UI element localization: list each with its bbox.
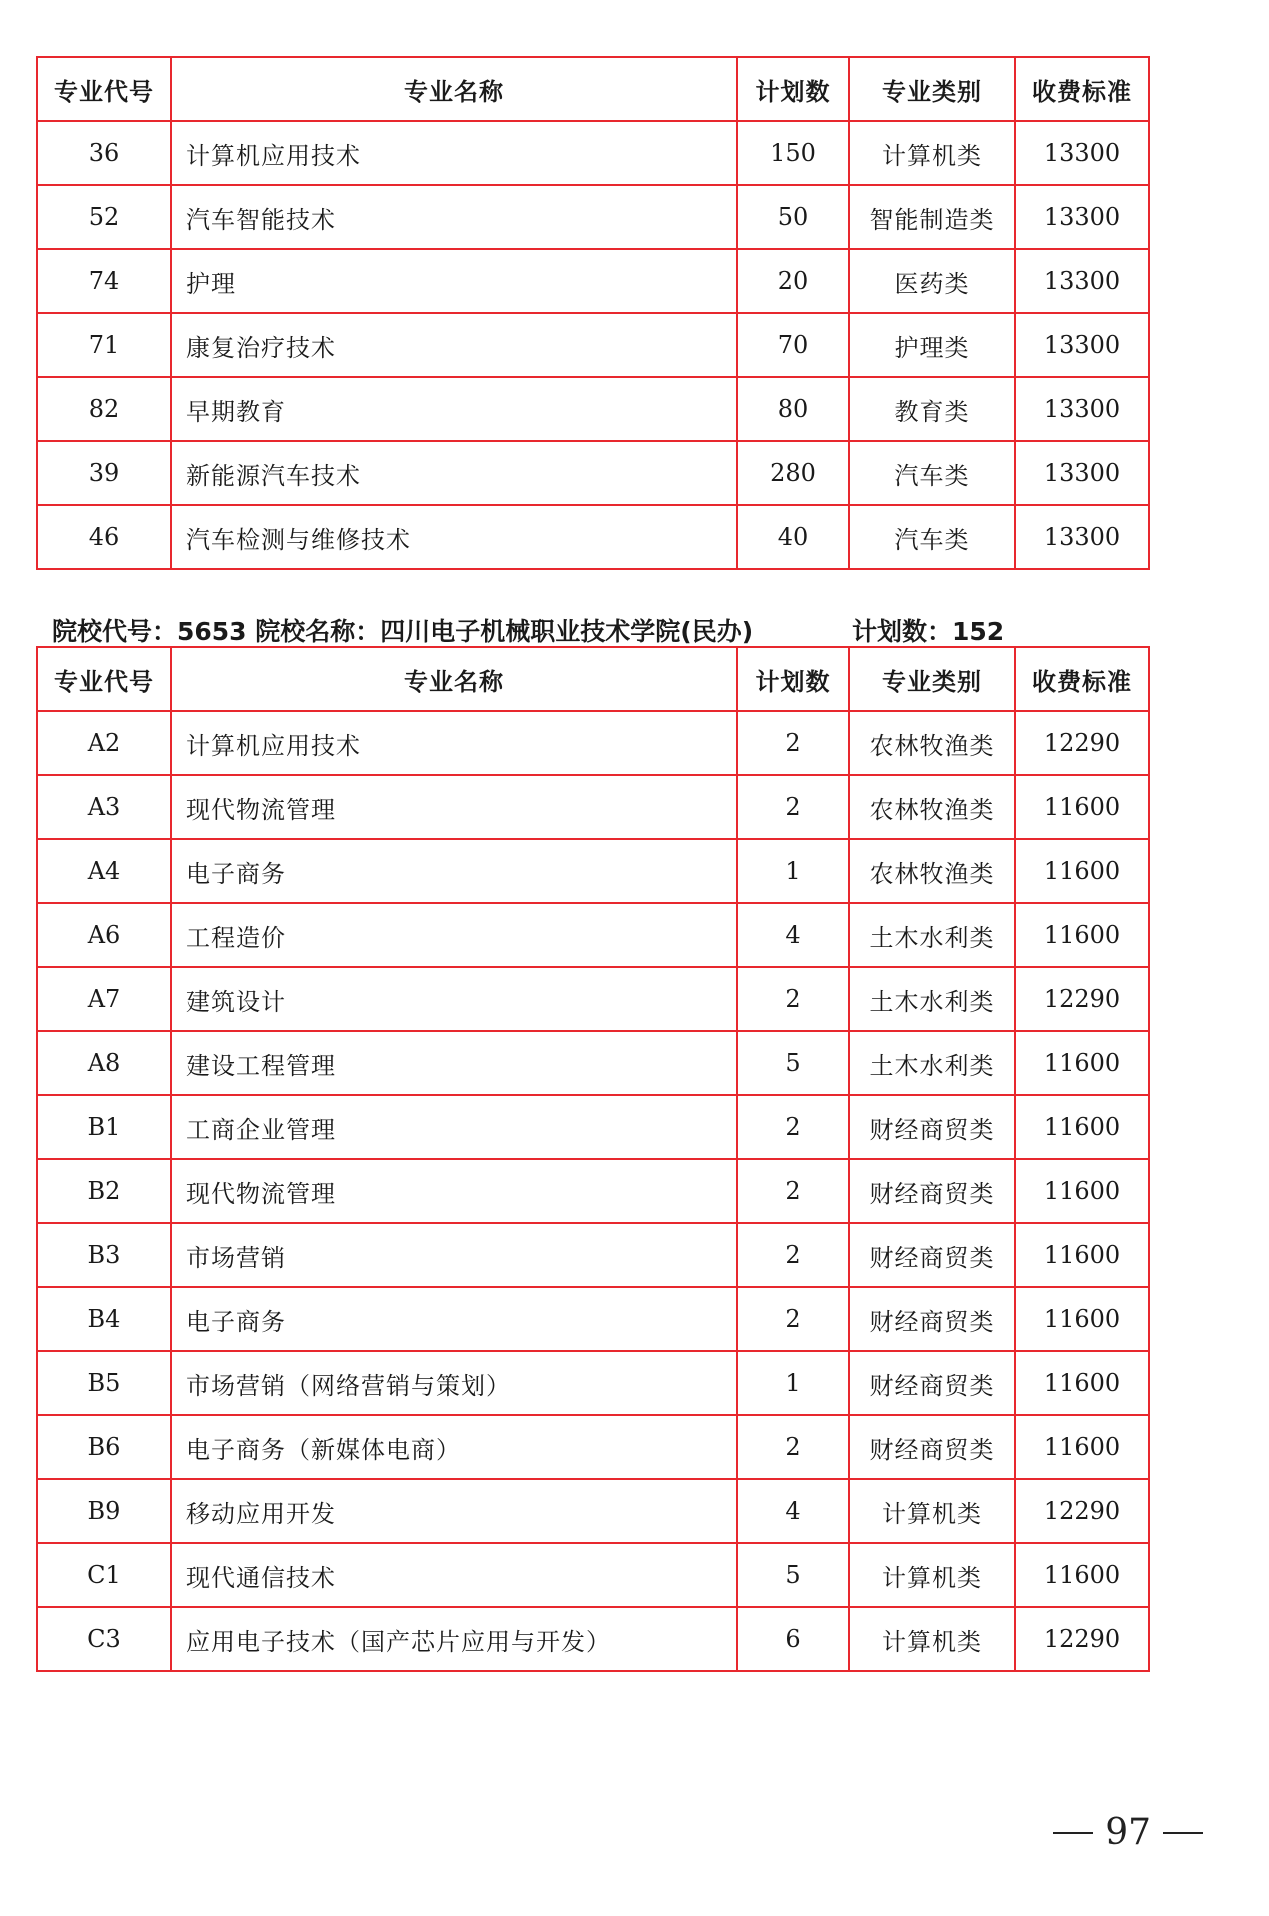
cell-fee: 12290: [1015, 967, 1149, 1031]
cell-code: 46: [37, 505, 171, 569]
cell-plan: 6: [737, 1607, 849, 1671]
cell-fee: 11600: [1015, 1095, 1149, 1159]
cell-plan: 2: [737, 967, 849, 1031]
header-plan: 计划数: [737, 57, 849, 121]
cell-fee: 11600: [1015, 1287, 1149, 1351]
cell-category: 计算机类: [849, 1479, 1015, 1543]
cell-code: B2: [37, 1159, 171, 1223]
cell-name: 建设工程管理: [171, 1031, 737, 1095]
cell-name: 市场营销: [171, 1223, 737, 1287]
header-category: 专业类别: [849, 647, 1015, 711]
cell-fee: 12290: [1015, 1607, 1149, 1671]
cell-code: 74: [37, 249, 171, 313]
cell-name: 现代物流管理: [171, 1159, 737, 1223]
table-row: [37, 441, 1149, 505]
cell-category: 土木水利类: [849, 903, 1015, 967]
cell-code: A8: [37, 1031, 171, 1095]
header-name: 专业名称: [171, 647, 737, 711]
cell-plan: 1: [737, 839, 849, 903]
cell-fee: 13300: [1015, 377, 1149, 441]
cell-code: A4: [37, 839, 171, 903]
cell-code: B1: [37, 1095, 171, 1159]
table-row: [37, 1031, 1149, 1095]
table-row: [37, 249, 1149, 313]
cell-fee: 13300: [1015, 313, 1149, 377]
cell-plan: 2: [737, 775, 849, 839]
cell-code: A3: [37, 775, 171, 839]
cell-category: 财经商贸类: [849, 1415, 1015, 1479]
cell-name: 现代物流管理: [171, 775, 737, 839]
table-row: [37, 1095, 1149, 1159]
cell-fee: 11600: [1015, 903, 1149, 967]
cell-plan: 1: [737, 1351, 849, 1415]
page-dash-left: [1053, 1832, 1093, 1834]
cell-category: 农林牧渔类: [849, 711, 1015, 775]
cell-code: 39: [37, 441, 171, 505]
cell-plan: 2: [737, 1095, 849, 1159]
header-fee: 收费标准: [1015, 647, 1149, 711]
cell-category: 财经商贸类: [849, 1223, 1015, 1287]
cell-plan: 5: [737, 1543, 849, 1607]
cell-category: 财经商贸类: [849, 1159, 1015, 1223]
cell-plan: 4: [737, 1479, 849, 1543]
cell-fee: 11600: [1015, 775, 1149, 839]
cell-name: 早期教育: [171, 377, 737, 441]
cell-plan: 4: [737, 903, 849, 967]
table-row: [37, 1159, 1149, 1223]
cell-code: 52: [37, 185, 171, 249]
school-info-line: [52, 612, 1005, 648]
cell-category: 计算机类: [849, 1543, 1015, 1607]
cell-name: 工程造价: [171, 903, 737, 967]
cell-plan: 280: [737, 441, 849, 505]
cell-fee: 11600: [1015, 1415, 1149, 1479]
cell-plan: 20: [737, 249, 849, 313]
cell-fee: 13300: [1015, 505, 1149, 569]
cell-name: 计算机应用技术: [171, 121, 737, 185]
cell-plan: 2: [737, 1287, 849, 1351]
cell-category: 财经商贸类: [849, 1351, 1015, 1415]
cell-category: 财经商贸类: [849, 1095, 1015, 1159]
cell-fee: 13300: [1015, 121, 1149, 185]
table-row: [37, 775, 1149, 839]
cell-name: 应用电子技术（国产芯片应用与开发）: [171, 1607, 737, 1671]
cell-category: 计算机类: [849, 121, 1015, 185]
table-row: [37, 1287, 1149, 1351]
cell-fee: 12290: [1015, 1479, 1149, 1543]
cell-category: 计算机类: [849, 1607, 1015, 1671]
cell-fee: 13300: [1015, 249, 1149, 313]
cell-plan: 2: [737, 711, 849, 775]
table-row: [37, 903, 1149, 967]
table-row: [37, 1415, 1149, 1479]
enrollment-table-2: [36, 646, 1150, 1672]
cell-fee: 13300: [1015, 185, 1149, 249]
header-code: 专业代号: [37, 647, 171, 711]
table-row: [37, 121, 1149, 185]
cell-category: 农林牧渔类: [849, 775, 1015, 839]
cell-name: 汽车检测与维修技术: [171, 505, 737, 569]
cell-fee: 11600: [1015, 1351, 1149, 1415]
cell-fee: 11600: [1015, 1031, 1149, 1095]
enrollment-table-1: [36, 56, 1150, 570]
cell-name: 电子商务: [171, 839, 737, 903]
cell-name: 电子商务（新媒体电商）: [171, 1415, 737, 1479]
cell-name: 新能源汽车技术: [171, 441, 737, 505]
table-row: [37, 185, 1149, 249]
cell-plan: 2: [737, 1223, 849, 1287]
cell-fee: 11600: [1015, 1223, 1149, 1287]
cell-category: 财经商贸类: [849, 1287, 1015, 1351]
cell-code: 82: [37, 377, 171, 441]
cell-category: 智能制造类: [849, 185, 1015, 249]
cell-fee: 11600: [1015, 1543, 1149, 1607]
cell-category: 教育类: [849, 377, 1015, 441]
cell-name: 现代通信技术: [171, 1543, 737, 1607]
table-row: [37, 1543, 1149, 1607]
table-row: [37, 377, 1149, 441]
cell-category: 护理类: [849, 313, 1015, 377]
school-info: 院校代号：5653 院校名称：四川电子机械职业技术学院(民办): [52, 617, 754, 646]
cell-code: A7: [37, 967, 171, 1031]
cell-code: B3: [37, 1223, 171, 1287]
cell-name: 工商企业管理: [171, 1095, 737, 1159]
cell-plan: 2: [737, 1415, 849, 1479]
table-row: [37, 711, 1149, 775]
page-number-value: 97: [1105, 1812, 1151, 1853]
cell-name: 护理: [171, 249, 737, 313]
cell-fee: 11600: [1015, 1159, 1149, 1223]
cell-code: 36: [37, 121, 171, 185]
cell-code: B6: [37, 1415, 171, 1479]
header-code: 专业代号: [37, 57, 171, 121]
cell-category: 医药类: [849, 249, 1015, 313]
cell-plan: 70: [737, 313, 849, 377]
cell-plan: 5: [737, 1031, 849, 1095]
cell-fee: 11600: [1015, 839, 1149, 903]
table-row: [37, 1351, 1149, 1415]
cell-code: B9: [37, 1479, 171, 1543]
cell-code: A6: [37, 903, 171, 967]
cell-plan: 80: [737, 377, 849, 441]
cell-fee: 13300: [1015, 441, 1149, 505]
table-row: [37, 967, 1149, 1031]
table-header-row: [37, 647, 1149, 711]
cell-code: C3: [37, 1607, 171, 1671]
cell-plan: 40: [737, 505, 849, 569]
table-row: [37, 505, 1149, 569]
cell-category: 土木水利类: [849, 967, 1015, 1031]
cell-name: 移动应用开发: [171, 1479, 737, 1543]
cell-code: 71: [37, 313, 171, 377]
cell-code: B4: [37, 1287, 171, 1351]
page-dash-right: [1163, 1832, 1203, 1834]
header-fee: 收费标准: [1015, 57, 1149, 121]
table-row: [37, 839, 1149, 903]
cell-category: 农林牧渔类: [849, 839, 1015, 903]
cell-category: 土木水利类: [849, 1031, 1015, 1095]
table-row: [37, 1223, 1149, 1287]
cell-code: B5: [37, 1351, 171, 1415]
header-name: 专业名称: [171, 57, 737, 121]
cell-name: 计算机应用技术: [171, 711, 737, 775]
cell-fee: 12290: [1015, 711, 1149, 775]
table-row: [37, 1607, 1149, 1671]
cell-category: 汽车类: [849, 441, 1015, 505]
cell-plan: 2: [737, 1159, 849, 1223]
cell-code: C1: [37, 1543, 171, 1607]
table-row: [37, 313, 1149, 377]
cell-name: 康复治疗技术: [171, 313, 737, 377]
table-row: [37, 1479, 1149, 1543]
table-header-row: [37, 57, 1149, 121]
cell-plan: 150: [737, 121, 849, 185]
cell-name: 建筑设计: [171, 967, 737, 1031]
cell-category: 汽车类: [849, 505, 1015, 569]
cell-name: 汽车智能技术: [171, 185, 737, 249]
cell-name: 电子商务: [171, 1287, 737, 1351]
cell-code: A2: [37, 711, 171, 775]
header-category: 专业类别: [849, 57, 1015, 121]
header-plan: 计划数: [737, 647, 849, 711]
school-plan-count: 计划数：152: [852, 617, 1005, 646]
cell-plan: 50: [737, 185, 849, 249]
page-number: [1041, 1812, 1215, 1853]
cell-name: 市场营销（网络营销与策划）: [171, 1351, 737, 1415]
